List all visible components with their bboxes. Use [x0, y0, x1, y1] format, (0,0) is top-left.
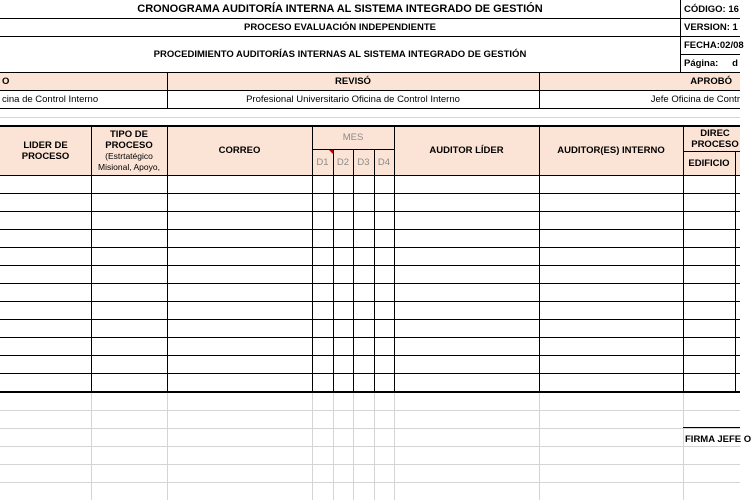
gridline [0, 117, 740, 118]
gridline [0, 446, 740, 447]
gridline [394, 392, 395, 500]
correo-header: CORREO [218, 145, 261, 156]
mes-header: MES [342, 131, 364, 143]
border [0, 283, 740, 284]
border [0, 301, 740, 302]
tipo-header-title: TIPO DE PROCESO [105, 128, 153, 151]
border [0, 125, 740, 127]
border [539, 72, 540, 108]
border [0, 90, 740, 91]
gridline [312, 392, 313, 500]
border [0, 265, 740, 266]
border [683, 126, 684, 392]
reviso-label: REVISÓ [335, 75, 371, 87]
direccion-header: DIREC PROCESO [691, 127, 739, 150]
gridline [0, 464, 740, 465]
gridline [333, 392, 334, 500]
lider-header: LIDER DE PROCESO [21, 139, 70, 162]
border [0, 72, 740, 73]
firma-label: FIRMA JEFE O [685, 433, 751, 445]
codigo-label: CÓDIGO: 16 [684, 3, 739, 15]
border [0, 108, 740, 109]
border [683, 151, 740, 152]
gridline [91, 392, 92, 500]
procedure-name: PROCEDIMIENTO AUDITORÍAS INTERNAS AL SISTEMA INTEGRADO DE GESTIÓN [153, 48, 527, 60]
day-header-d3: D3 [357, 157, 370, 168]
version-label: VERSION: 1 [684, 21, 738, 33]
gridline [167, 392, 168, 500]
elaboro-label: O [2, 75, 10, 87]
border [0, 18, 680, 19]
border [0, 337, 740, 338]
border [680, 0, 681, 72]
aprobo-value: Jefe Oficina de Contr [650, 93, 740, 105]
gridline [539, 392, 540, 500]
border [167, 72, 168, 108]
gridline [353, 392, 354, 500]
border [167, 126, 168, 392]
tipo-header-note: (Estrtatégico Misional, Apoyo, [98, 150, 160, 172]
form-title: CRONOGRAMA AUDITORÍA INTERNA AL SISTEMA INTEGRADO DE GESTIÓN [137, 3, 543, 15]
border [0, 373, 740, 374]
day-header-d1: D1 [316, 157, 329, 168]
border [0, 247, 740, 248]
pagina-label: Página: [684, 57, 719, 69]
border [0, 391, 740, 393]
auditores-header: AUDITOR(ES) INTERNO [557, 145, 665, 156]
border [0, 319, 740, 320]
border [0, 175, 740, 176]
reviso-value: Profesional Universitario Oficina de Control Interno [246, 93, 460, 105]
tipo-header [91, 126, 167, 175]
border [539, 126, 540, 392]
gridline [0, 410, 740, 411]
aprobo-label: APROBÓ [690, 75, 732, 87]
border [91, 126, 92, 392]
day-header-d4: D4 [377, 157, 391, 168]
auditor-lider-header: AUDITOR LÍDER [429, 145, 504, 156]
border [680, 54, 740, 55]
border [680, 36, 740, 37]
gridline [374, 392, 375, 500]
elaboro-value: cina de Control Interno [2, 93, 99, 105]
day-header-d2: D2 [336, 157, 350, 168]
border [683, 427, 740, 428]
process-name: PROCESO EVALUACIÓN INDEPENDIENTE [244, 21, 436, 33]
gridline [0, 428, 740, 429]
border [312, 126, 313, 392]
edificio-header: EDIFICIO [688, 157, 730, 169]
border [0, 36, 680, 37]
border [0, 211, 740, 212]
border [394, 126, 395, 392]
gridline [0, 482, 740, 483]
border [0, 355, 740, 356]
fecha-label: FECHA:02/08 [684, 39, 744, 51]
pagina-of: d [732, 57, 738, 69]
border [0, 229, 740, 230]
border [680, 18, 740, 19]
border [0, 193, 740, 194]
